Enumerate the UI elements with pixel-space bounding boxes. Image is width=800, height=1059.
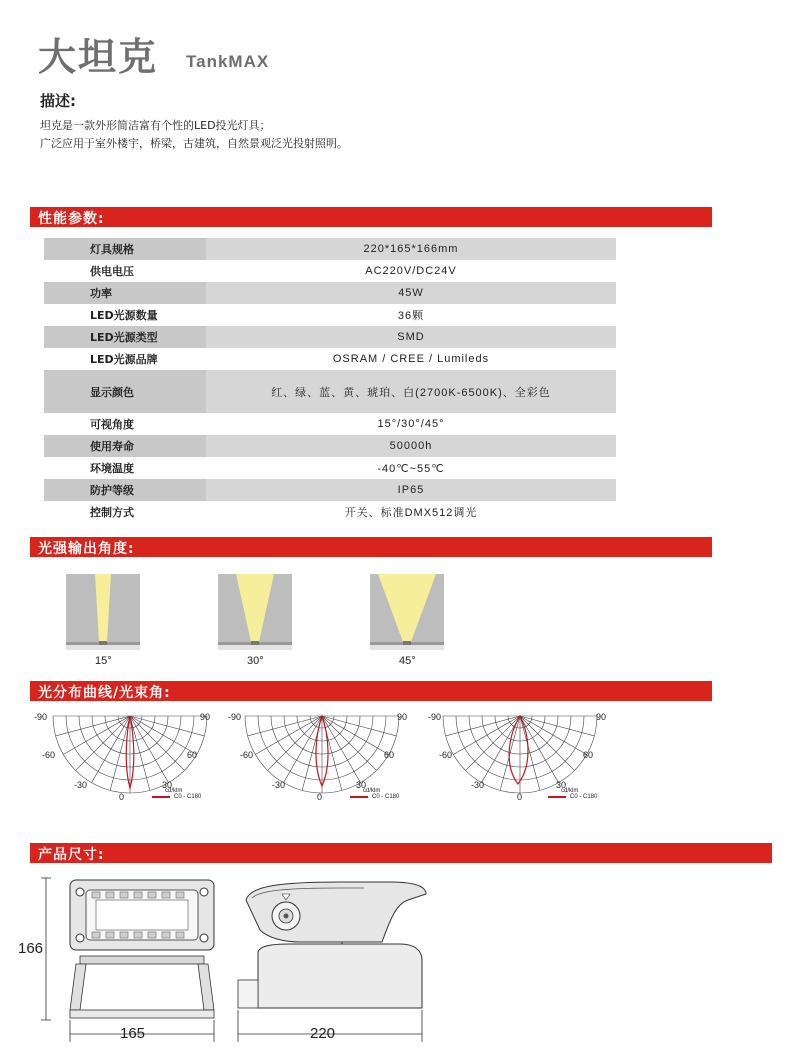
page-subtitle: TankMAX bbox=[186, 52, 270, 71]
table-row bbox=[44, 348, 616, 370]
spec-value: 220*165*166mm bbox=[363, 243, 459, 255]
table-row bbox=[44, 501, 616, 523]
section-title: 光分布曲线/光束角: bbox=[38, 685, 171, 701]
polar-tick-label: -60 bbox=[439, 750, 453, 760]
polar-legend: C0 - C180 bbox=[174, 794, 202, 800]
spec-value: IP65 bbox=[397, 484, 425, 496]
polar-tick-label: 90 bbox=[397, 712, 408, 722]
table-row bbox=[44, 282, 616, 304]
section-bar-dimensions bbox=[30, 843, 772, 863]
section-title: 性能参数: bbox=[38, 211, 105, 227]
polar-tick-label: -90 bbox=[428, 712, 442, 722]
table-row bbox=[44, 479, 616, 501]
spec-table bbox=[44, 238, 616, 523]
spec-key: 显示颜色 bbox=[44, 370, 206, 413]
spec-key: 可视角度 bbox=[90, 418, 134, 431]
polar-legend-line bbox=[548, 796, 566, 798]
polar-tick-label: 30 bbox=[556, 780, 567, 790]
polar-tick-label: 60 bbox=[583, 750, 594, 760]
polar-tick-label: 30 bbox=[162, 780, 173, 790]
page-title: 大坦克 bbox=[38, 35, 159, 79]
description-line: 坦克是一款外形简洁富有个性的LED投光灯具； bbox=[40, 119, 271, 132]
polar-tick-label: -90 bbox=[228, 712, 242, 722]
polar-unit: cd/klm bbox=[165, 788, 183, 794]
spec-value: 50000h bbox=[389, 440, 433, 452]
section-title: 产品尺寸: bbox=[38, 847, 105, 863]
spec-value: 45W bbox=[398, 287, 424, 299]
table-row bbox=[44, 260, 616, 282]
spec-value: AC220V/DC24V bbox=[365, 265, 457, 277]
polar-tick-label: 0 bbox=[317, 792, 323, 802]
spec-key: LED光源品牌 bbox=[90, 353, 158, 366]
spec-key: 使用寿命 bbox=[44, 435, 206, 457]
table-row bbox=[44, 370, 616, 413]
polar-legend: C0 - C180 bbox=[570, 794, 598, 800]
polar-legend-line bbox=[350, 796, 368, 798]
polar-unit: cd/klm bbox=[363, 788, 381, 794]
side-view-drawing bbox=[230, 870, 440, 1050]
spec-key: 供电电压 bbox=[90, 265, 134, 278]
table-row bbox=[44, 326, 616, 348]
table-row bbox=[44, 413, 616, 435]
spec-key: 灯具规格 bbox=[44, 238, 206, 260]
polar-tick-label: -30 bbox=[74, 780, 88, 790]
spec-value: OSRAM / CREE / Lumileds bbox=[332, 353, 490, 365]
beam-diagram-45 bbox=[370, 574, 444, 650]
spec-value: 开关、标准DMX512调光 bbox=[344, 507, 478, 519]
beam-label: 45° bbox=[399, 655, 416, 667]
spec-value: 36颗 bbox=[397, 310, 425, 322]
section-bar-performance bbox=[30, 207, 712, 227]
spec-value: -40℃~55℃ bbox=[377, 462, 445, 475]
front-view-drawing bbox=[36, 870, 226, 1050]
dimension-depth: 220 bbox=[310, 1025, 336, 1042]
polar-tick-label: -30 bbox=[471, 780, 485, 790]
polar-legend-line bbox=[152, 796, 170, 798]
polar-tick-label: 0 bbox=[517, 792, 523, 802]
spec-key: LED光源类型 bbox=[44, 326, 206, 348]
spec-key: 防护等级 bbox=[44, 479, 206, 501]
polar-unit: cd/klm bbox=[561, 788, 579, 794]
description-heading: 描述: bbox=[40, 92, 76, 110]
polar-legend: C0 - C180 bbox=[372, 794, 400, 800]
polar-tick-label: 60 bbox=[384, 750, 395, 760]
polar-tick-label: -30 bbox=[272, 780, 286, 790]
description-line: 广泛应用于室外楼宇，桥梁，古建筑，自然景观泛光投射照明。 bbox=[40, 137, 348, 150]
polar-tick-label: 0 bbox=[119, 792, 125, 802]
polar-tick-label: -60 bbox=[42, 750, 56, 760]
dimension-height: 166 bbox=[18, 940, 44, 957]
spec-value: SMD bbox=[397, 331, 425, 343]
spec-key: LED光源数量 bbox=[90, 309, 158, 322]
spec-value: 15°/30°/45° bbox=[377, 418, 445, 430]
spec-key: 环境温度 bbox=[90, 462, 134, 475]
beam-diagram-30 bbox=[218, 574, 292, 650]
spec-key: 控制方式 bbox=[90, 506, 134, 519]
dimension-width: 165 bbox=[120, 1025, 146, 1042]
polar-tick-label: -90 bbox=[34, 712, 48, 722]
polar-tick-label: 60 bbox=[187, 750, 198, 760]
beam-label: 15° bbox=[95, 655, 112, 667]
table-row bbox=[44, 435, 616, 457]
polar-tick-label: 90 bbox=[200, 712, 211, 722]
polar-tick-label: -60 bbox=[240, 750, 254, 760]
section-bar-beam-angle bbox=[30, 537, 712, 557]
section-title: 光强输出角度: bbox=[38, 541, 135, 557]
beam-diagram-15 bbox=[66, 574, 140, 650]
table-row bbox=[44, 238, 616, 260]
beam-label: 30° bbox=[247, 655, 264, 667]
table-row bbox=[44, 457, 616, 479]
polar-tick-label: 30 bbox=[356, 780, 367, 790]
section-bar-distribution bbox=[30, 681, 712, 701]
spec-key: 功率 bbox=[44, 282, 206, 304]
spec-value: 红、绿、蓝、黄、琥珀、白(2700K-6500K)、全彩色 bbox=[271, 386, 551, 399]
polar-tick-label: 90 bbox=[596, 712, 607, 722]
table-row bbox=[44, 304, 616, 326]
